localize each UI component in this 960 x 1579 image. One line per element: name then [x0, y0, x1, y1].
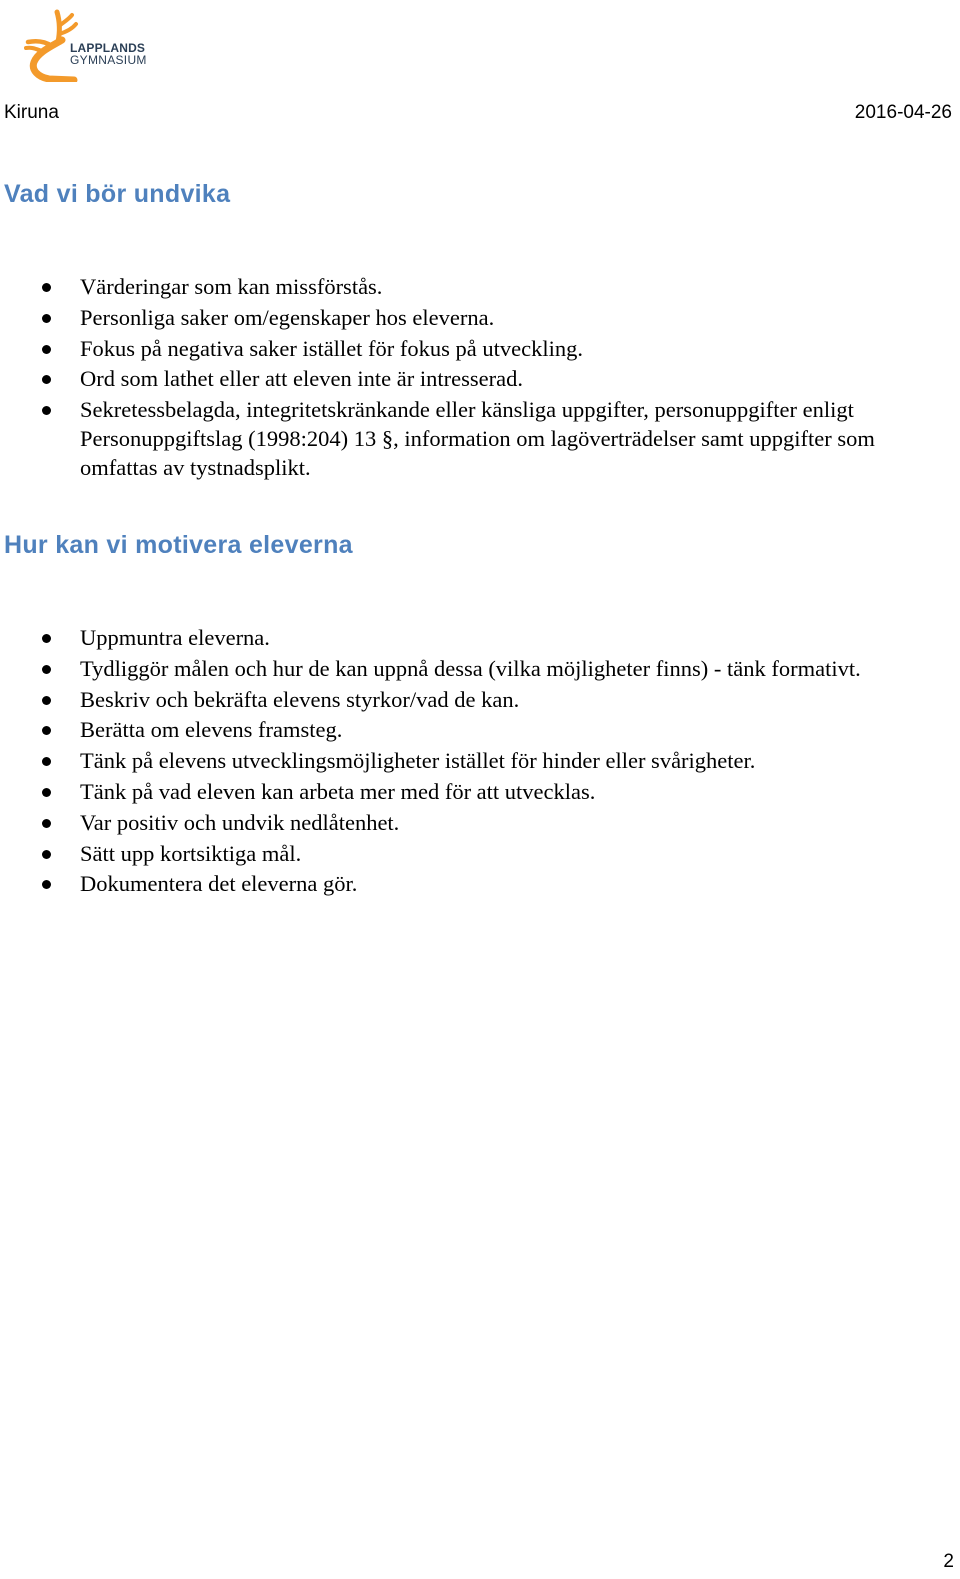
bullet-list-avoid — [0, 272, 960, 484]
list-item: Sätt upp kortsiktiga mål. — [0, 839, 960, 868]
bullet-list-motivate — [0, 623, 960, 900]
list-item: Berätta om elevens framsteg. — [0, 715, 960, 744]
logo-text-lapplands: LAPPLANDS — [70, 41, 146, 55]
list-item: Personliga saker om/egenskaper hos eleverna. — [0, 303, 960, 332]
list-item: Ord som lathet eller att eleven inte är intresserad. — [0, 364, 960, 393]
list-item: Dokumentera det eleverna gör. — [0, 869, 960, 898]
list-item: Sekretessbelagda, integritetskränkande eller känsliga uppgifter, personuppgifter enligt Personuppgiftslag (1998:204) 13 §, information om lagöverträdelser samt uppgifter som omfattas av tystnadsplikt. — [0, 395, 960, 482]
logo-text-gymnasium: GYMNASIUM — [70, 53, 147, 67]
page-number: 2 — [943, 1551, 954, 1572]
school-logo — [22, 6, 162, 82]
list-item: Tydliggör målen och hur de kan uppnå dessa (vilka möjligheter finns) - tänk formativt. — [0, 654, 960, 683]
section-heading-motivate: Hur kan vi motivera eleverna — [4, 531, 353, 559]
list-item: Fokus på negativa saker istället för fokus på utveckling. — [0, 334, 960, 363]
list-item: Uppmuntra eleverna. — [0, 623, 960, 652]
list-item: Värderingar som kan missförstås. — [0, 272, 960, 301]
list-item: Tänk på vad eleven kan arbeta mer med för att utvecklas. — [0, 777, 960, 806]
list-item: Var positiv och undvik nedlåtenhet. — [0, 808, 960, 837]
header-date: 2016-04-26 — [854, 102, 952, 123]
header-location: Kiruna — [4, 102, 59, 123]
section-heading-avoid: Vad vi bör undvika — [4, 180, 231, 208]
list-item: Tänk på elevens utvecklingsmöjligheter istället för hinder eller svårigheter. — [0, 746, 960, 775]
list-item: Beskriv och bekräfta elevens styrkor/vad de kan. — [0, 685, 960, 714]
